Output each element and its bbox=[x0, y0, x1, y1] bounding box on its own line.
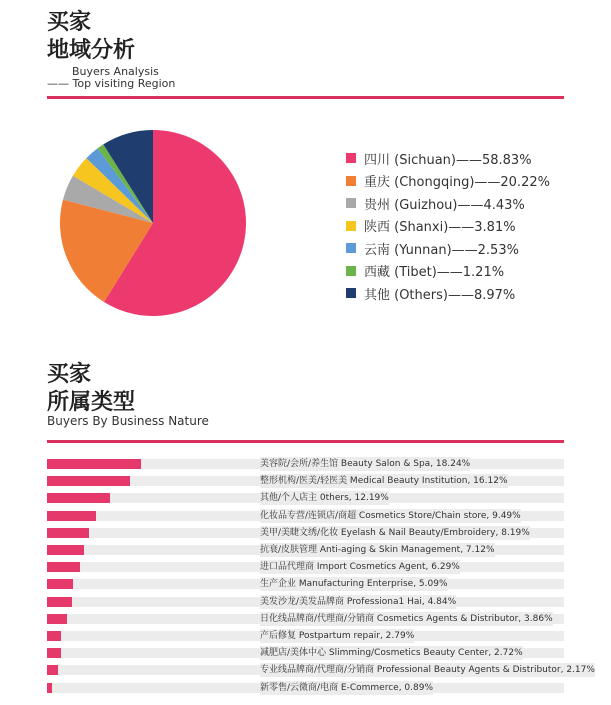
legend-swatch bbox=[346, 266, 356, 276]
bar-row bbox=[47, 645, 564, 662]
business-title-line2: 所属类型 bbox=[47, 390, 136, 415]
bar-label: 专业线品牌商/代理商/分销商 Professional Beauty Agents & Distributor, 2.17% bbox=[260, 665, 595, 676]
bar bbox=[47, 459, 141, 469]
bar bbox=[47, 597, 72, 607]
region-subtitle-en-2: —— Top visiting Region bbox=[47, 77, 176, 90]
bar-row bbox=[47, 559, 564, 576]
bar-row bbox=[47, 525, 564, 542]
bar bbox=[47, 631, 61, 641]
legend-swatch bbox=[346, 176, 356, 186]
legend-item bbox=[346, 237, 550, 260]
bar bbox=[47, 579, 73, 589]
bar bbox=[47, 683, 52, 693]
bar-row bbox=[47, 508, 564, 525]
bar-label: 产后修复 Postpartum repair, 2.79% bbox=[260, 631, 415, 641]
bar-label: 美发沙龙/美发品牌商 Professiona1 Hai, 4.84% bbox=[260, 596, 457, 607]
bar-row bbox=[47, 680, 564, 697]
legend-label: 贵州 (Guizhou)——4.43% bbox=[364, 197, 525, 213]
legend-label: 西藏 (Tibet)——1.21% bbox=[364, 265, 505, 281]
business-divider bbox=[47, 440, 564, 443]
bar bbox=[47, 528, 89, 538]
bar-label: 其他/个人店主 0thers, 12.19% bbox=[260, 493, 389, 504]
bar bbox=[47, 665, 58, 675]
region-title-line1: 买家 bbox=[47, 10, 92, 35]
business-subtitle-en: Buyers By Business Nature bbox=[47, 414, 209, 428]
bar-label: 生产企业 Manufacturing Enterprise, 5.09% bbox=[260, 579, 448, 590]
bar-row bbox=[47, 490, 564, 507]
bar-row bbox=[47, 628, 564, 645]
bar-label: 美容院/会所/养生馆 Beauty Salon & Spa, 18.24% bbox=[260, 459, 471, 469]
bar bbox=[47, 545, 84, 555]
legend-swatch bbox=[346, 288, 356, 298]
bar-label: 抗衰/皮肤管理 Anti-aging & Skin Management, 7.12% bbox=[260, 545, 495, 555]
legend-label: 其他 (Others)——8.97% bbox=[364, 287, 516, 303]
legend-item bbox=[346, 260, 550, 283]
bar bbox=[47, 562, 80, 572]
bar-row bbox=[47, 456, 564, 473]
bar-label: 美甲/美睫文绣/化妆 Eyelash & Nail Beauty/Embroidery, 8.19% bbox=[260, 527, 530, 538]
business-bar-chart bbox=[47, 456, 595, 696]
bar-label: 日化线品牌商/代理商/分销商 Cosmetics Agents & Distributor, 3.86% bbox=[260, 613, 553, 624]
bar-row bbox=[47, 662, 595, 679]
bar-row bbox=[47, 473, 564, 490]
bar-row bbox=[47, 542, 564, 559]
bar bbox=[47, 511, 96, 521]
bar-label: 整形机构/医美/轻医美 Medical Beauty Institution, 16.12% bbox=[260, 476, 508, 487]
legend-swatch bbox=[346, 198, 356, 208]
bar bbox=[47, 476, 130, 486]
legend-item bbox=[346, 147, 550, 170]
region-legend bbox=[346, 147, 550, 305]
region-title-line2: 地域分析 bbox=[47, 38, 136, 63]
legend-label: 云南 (Yunnan)——2.53% bbox=[364, 242, 519, 258]
business-title-line1: 买家 bbox=[47, 362, 92, 387]
bar-row bbox=[47, 611, 564, 628]
bar-label: 减肥店/美体中心 Slimming/Cosmetics Beauty Center, 2.72% bbox=[260, 648, 523, 659]
legend-swatch bbox=[346, 221, 356, 231]
region-pie-chart bbox=[58, 121, 248, 326]
legend-swatch bbox=[346, 243, 356, 253]
region-divider bbox=[47, 96, 564, 99]
legend-item bbox=[346, 170, 550, 193]
legend-item bbox=[346, 215, 550, 238]
bar-row bbox=[47, 576, 564, 593]
legend-item bbox=[346, 192, 550, 215]
legend-label: 陕西 (Shanxi)——3.81% bbox=[364, 220, 516, 236]
bar-label: 进口品代理商 Import Cosmetics Agent, 6.29% bbox=[260, 562, 460, 573]
bar-label: 化妆品专营/连锁店/商超 Cosmetics Store/Chain store, 9.49% bbox=[260, 510, 521, 521]
legend-item bbox=[346, 282, 550, 305]
bar bbox=[47, 648, 61, 658]
bar-row bbox=[47, 594, 564, 611]
bar-label: 新零售/云微商/电商 E-Commerce, 0.89% bbox=[260, 682, 434, 693]
bar bbox=[47, 614, 67, 624]
region-subtitle-en-1: Buyers Analysis bbox=[72, 65, 159, 78]
legend-swatch bbox=[346, 153, 356, 163]
legend-label: 四川 (Sichuan)——58.83% bbox=[364, 152, 532, 168]
bar bbox=[47, 493, 110, 503]
legend-label: 重庆 (Chongqing)——20.22% bbox=[364, 175, 550, 191]
